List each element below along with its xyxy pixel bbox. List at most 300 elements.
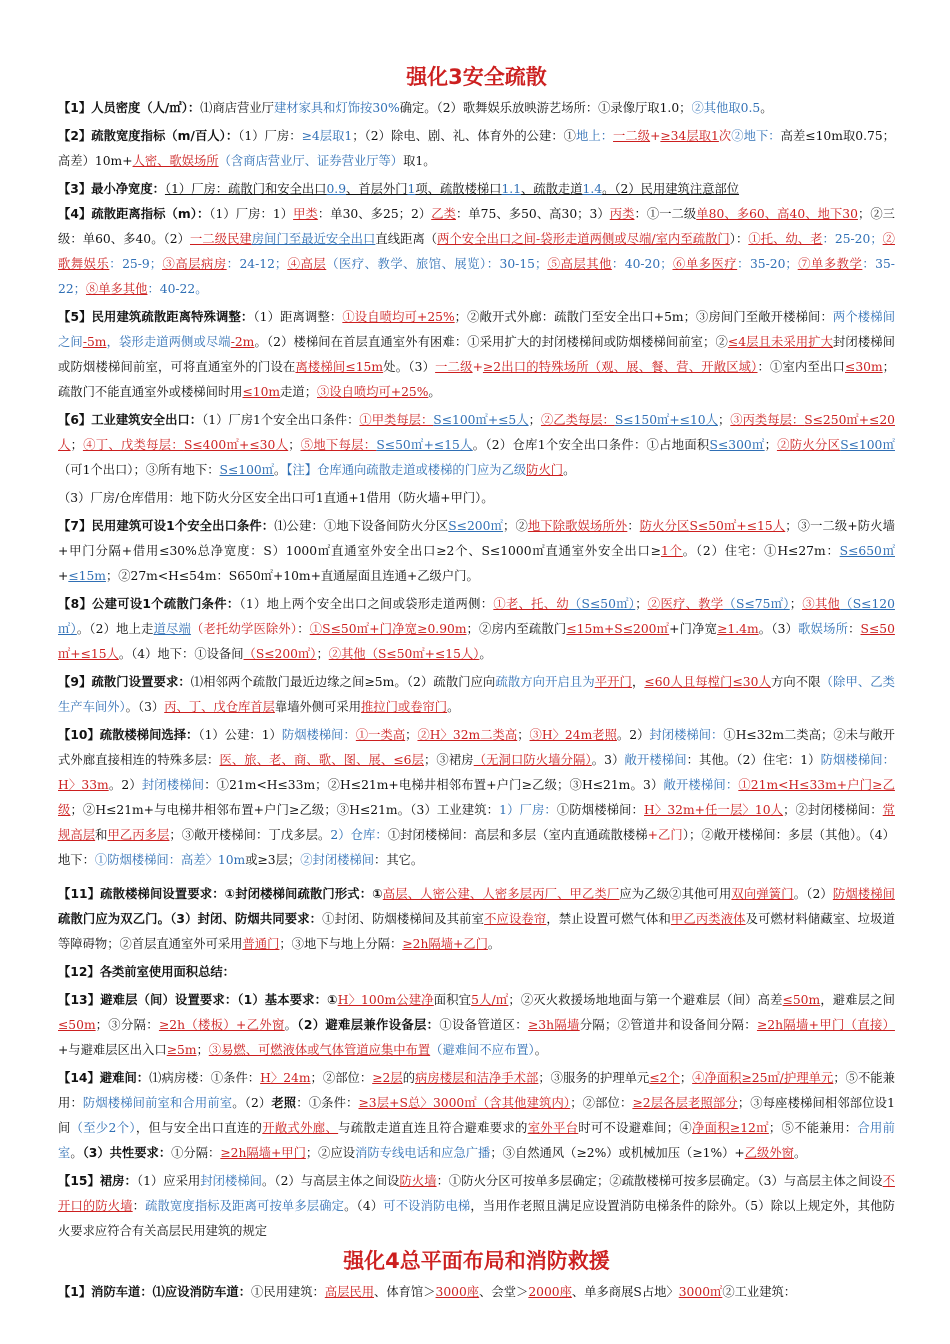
text-run: 丙类 <box>609 207 635 221</box>
text-run: 净面积≥12㎡ <box>692 1121 769 1135</box>
text-run: 项、疏散楼梯口 <box>415 182 502 196</box>
text-run: 常规高层 <box>58 803 895 842</box>
text-run: ①民用建筑： <box>251 1285 325 1299</box>
text-run: 【14】避难间： <box>58 1071 150 1085</box>
text-run: 【1】消防车道：⑴应设消防车道： <box>58 1285 252 1299</box>
text-run: ≥4层取1 <box>301 129 353 143</box>
text-run: ； <box>635 597 648 611</box>
text-run: 。 <box>479 647 492 661</box>
text-run: ③丙类每层： <box>730 413 805 427</box>
paragraph-11 <box>58 723 895 873</box>
text-run: 单80、多60、高40、地下30 <box>696 207 858 221</box>
text-run: ⑴病房楼：①条件： <box>149 1071 261 1085</box>
text-run: ④高层 <box>287 257 327 271</box>
text-run: ①一类高 <box>355 728 406 742</box>
text-run: 或≥3层； <box>245 853 301 867</box>
text-run: 封闭楼梯间： <box>649 728 724 742</box>
text-run: 及可燃材料储藏室、垃圾道等障碍物；②首层直通室外可采用 <box>58 912 895 951</box>
text-run: 。（2）与高层主体之间设 <box>262 1174 400 1188</box>
text-run: ；⑤不能兼用： <box>58 1071 895 1110</box>
text-run: ：40-22。 <box>147 282 208 296</box>
text-run: 一二级 <box>435 360 473 374</box>
text-run: 离楼梯间≤15m <box>295 360 384 374</box>
paragraph-6 <box>58 408 895 483</box>
text-run: 防烟楼梯间： <box>281 728 356 742</box>
text-run: 【1】人员密度（人/㎡）： <box>58 101 201 115</box>
text-run: ①设备管道区： <box>439 1018 528 1032</box>
text-run: 双向弹簧门 <box>731 887 794 901</box>
text-run: ； <box>288 438 301 452</box>
text-run: ①设自喷均可+25% <box>342 310 455 324</box>
text-run: （S≤50㎡+≤15人） <box>365 647 480 661</box>
text-run: 【12】各类前室使用面积总结： <box>58 965 235 979</box>
text-run: 【5】民用建筑疏散距离特殊调整： <box>58 310 254 324</box>
text-run: ②工业建筑： <box>722 1285 797 1299</box>
text-run: S≤100㎡ <box>219 463 275 477</box>
text-run: 乙级外窗 <box>744 1146 794 1160</box>
text-run: 防火墙 <box>399 1174 437 1188</box>
text-run: ；③一二级+防火墙+甲门分隔+借用≤30%总净宽度：S）1000㎡直通室外安全出口≥2个、S≤1000㎡直通室外安全出口≥ <box>58 519 895 558</box>
text-run: 【注】 <box>286 463 318 477</box>
text-run: 疏散方向开启且为 <box>495 675 595 689</box>
text-run: + <box>472 360 483 374</box>
text-run: 甲乙丙类液体 <box>670 912 746 926</box>
text-run: ：40-20； <box>611 257 673 271</box>
text-run: ；③裙房 <box>424 753 474 767</box>
paragraph-3 <box>58 177 895 202</box>
paragraph-12 <box>58 882 895 957</box>
paragraph-17 <box>58 1280 895 1305</box>
text-run: ；②封闭楼梯间： <box>783 803 883 817</box>
text-run: （1）基本要求：① <box>237 993 338 1007</box>
text-run: ⑤高层其他 <box>547 257 612 271</box>
text-run: 。（2）民用建筑注意部位 <box>602 182 740 196</box>
text-run: ，当用作老照且满足应设置消防电梯条件的除外。（5）除以上规定外，其他防火要求应符合有关高层民用建筑的规定 <box>58 1199 895 1238</box>
text-run: ≤50m <box>782 993 821 1007</box>
text-run: ：①室内至出口 <box>757 360 846 374</box>
text-run: 。（3） <box>125 700 165 714</box>
text-run: ③H〉24m老照 <box>529 728 617 742</box>
text-run: ；②敞开式外廊：疏散门至安全出口+5m；③房间门至敞开楼梯间： <box>454 310 833 324</box>
text-run: ⑦单多教学 <box>797 257 863 271</box>
text-run: ≥2层各层老照部分 <box>632 1096 738 1110</box>
text-run: 不应设卷帘 <box>484 912 547 926</box>
text-run: 仓库通向疏散走道或楼梯的门应为乙级 <box>317 463 527 477</box>
text-run: （2）避难层兼作设备层： <box>297 1018 440 1032</box>
text-run: 乙类 <box>431 207 456 221</box>
text-run: （S≤50㎡） <box>568 597 636 611</box>
text-run: +与避难层区出入口 <box>58 1043 167 1057</box>
text-run: ≥34层取1 <box>660 129 719 143</box>
text-run: 地下： <box>743 129 781 143</box>
text-run: ；② <box>503 519 528 533</box>
text-run: ； <box>196 1043 209 1057</box>
paragraph-4 <box>58 202 895 302</box>
text-run: ；（2）除电、剧、礼、体育外的公建：① <box>352 129 577 143</box>
text-run: （可1个出口）；③所有地下： <box>58 463 220 477</box>
text-run: S≤200㎡ <box>448 519 504 533</box>
text-run: ； <box>316 647 329 661</box>
text-run: ：单75、多50、高30；3） <box>455 207 610 221</box>
text-run: ⑤地下每层： <box>300 438 377 452</box>
text-run: ；③地下与地上分隔： <box>279 937 403 951</box>
text-run: -5m <box>82 335 107 349</box>
text-run: ， <box>631 675 645 689</box>
section-4-body <box>58 1280 895 1305</box>
text-run: 。（2） <box>232 1096 272 1110</box>
text-run: ： <box>132 1199 146 1213</box>
text-run: ③其他 <box>802 597 841 611</box>
text-run: 不开口的防火墙 <box>58 1174 895 1213</box>
text-run: 时可不设避难间；④ <box>578 1121 693 1135</box>
text-run: S≤50㎡+≤15人 <box>376 438 473 452</box>
text-run: 分隔；②管道井和设备间分隔： <box>579 1018 757 1032</box>
text-run: ③高层病房 <box>162 257 227 271</box>
text-run: 。 <box>428 385 441 399</box>
text-run: 【7】民用建筑可设1个安全出口条件： <box>58 519 275 533</box>
text-run: 一二级民建 <box>190 232 252 246</box>
text-run: ； <box>764 438 777 452</box>
text-run: ；②灭火救援场地地面与第一个避难层（间）高差 <box>508 993 783 1007</box>
text-run: 普通门 <box>242 937 280 951</box>
text-run: H〉100m公建净 <box>337 993 434 1007</box>
text-run: ≤4层且未采用扩大 <box>727 335 834 349</box>
text-run: ⑧单多其他 <box>85 282 148 296</box>
text-run: 。 <box>447 700 460 714</box>
text-run: ）： <box>729 232 749 246</box>
text-run: 和 <box>95 828 108 842</box>
text-run: 封闭楼梯间 <box>200 1174 263 1188</box>
text-run: 3000座 <box>435 1285 480 1299</box>
text-run: ①托、幼、老 <box>748 232 823 246</box>
text-run: ：25-20； <box>822 232 883 246</box>
text-run: ④净面积≥25㎡/护理单元 <box>692 1071 834 1085</box>
text-run: 地下除歌娱场所外 <box>527 519 628 533</box>
text-run: ； <box>789 597 803 611</box>
text-run: + <box>58 569 69 583</box>
text-run: ：①防火分区可按单多层确定；②疏散楼梯可按多层确定。（3）与高层主体之间设 <box>436 1174 883 1188</box>
text-run: ≥3层+S总〉3000㎡（含其他建筑内） <box>358 1096 571 1110</box>
text-run: 甲乙丙多层 <box>107 828 170 842</box>
text-run: （含商店营业厅、证券营业厅等） <box>218 154 404 168</box>
text-run: 。（4）地下：①设备间 <box>118 647 244 661</box>
text-run: 、单多商展S占地〉 <box>571 1285 679 1299</box>
text-run: S≤650㎡ <box>839 544 895 558</box>
text-run: 【10】疏散楼梯间选择： <box>58 728 199 742</box>
text-run: ：①一二级 <box>634 207 697 221</box>
text-run: ；②三级：单60、多40。（2） <box>58 207 895 246</box>
text-run: （避难间不应布置） <box>430 1043 535 1057</box>
text-run: S≤150㎡+≤10人 <box>614 413 718 427</box>
text-run: ≥2层 <box>372 1071 403 1085</box>
text-run: ；⑤不能兼用： <box>768 1121 858 1135</box>
text-run: （S≤200㎡） <box>243 647 317 661</box>
text-run: 敞开楼梯间 <box>624 753 687 767</box>
text-run: ，袋形走道两侧或尽端 <box>106 335 231 349</box>
text-run: ； <box>528 413 541 427</box>
text-run: ≥2h隔墙+甲门（直接） <box>756 1018 895 1032</box>
text-run: ⑥单多医疗 <box>672 257 738 271</box>
text-run: S≤100㎡+≤5人 <box>433 413 529 427</box>
text-run: ②医疗、教学 <box>647 597 724 611</box>
text-run: （3）厂房/仓库借用：地下防火分区安全出口可1直通+1借用（防火墙+甲门）。 <box>58 491 494 505</box>
text-run: （3）共性要求： <box>82 1146 172 1160</box>
text-run: 。 <box>487 937 501 951</box>
text-run: 、会堂＞ <box>479 1285 529 1299</box>
text-run: 防火门 <box>526 463 564 477</box>
text-run: ：35-20； <box>737 257 798 271</box>
text-run: ≥2h隔墙+乙门 <box>402 937 488 951</box>
text-run: +门净宽 <box>669 622 718 636</box>
text-run: 。（2） <box>793 887 833 901</box>
text-run: ）；②敞开楼梯间：多层（其他）。（4）地下： <box>58 828 895 867</box>
text-run: 面积宜 <box>433 993 472 1007</box>
text-run: 直线距离（ <box>375 232 438 246</box>
paragraph-2 <box>58 124 895 174</box>
text-run: ；②H≤21m+与电梯井相邻布置+户门≥乙级；③H≤21m。（3）工业建筑： <box>70 803 500 817</box>
paragraph-14 <box>58 988 895 1063</box>
text-run: 人密、歌娱场所 <box>132 154 219 168</box>
paragraph-5 <box>58 305 895 405</box>
text-run: 房间门至最近安全出口 <box>251 232 376 246</box>
text-run: （3）封闭、防烟共同要求： <box>170 912 323 926</box>
text-run: ：35-22； <box>58 257 895 296</box>
text-run: 【13】避难层（间）设置要求： <box>58 993 238 1007</box>
text-run: 应为乙级②其他可用 <box>619 887 732 901</box>
text-run: 道尽端 <box>153 622 192 636</box>
text-run: ①21m<H≤33m+户门≥乙级 <box>58 778 895 817</box>
text-run: ②防火分区 <box>776 438 841 452</box>
text-run: ： <box>848 622 861 636</box>
text-run: 。 <box>70 1146 83 1160</box>
text-run: ①防烟楼梯间： <box>556 803 645 817</box>
text-run: ；②应设 <box>305 1146 356 1160</box>
text-run: ≤10m <box>242 385 281 399</box>
text-run: 、疏散走道 <box>521 182 583 196</box>
text-run: ； <box>679 1071 693 1085</box>
text-run: ≥2h隔墙+甲门 <box>220 1146 306 1160</box>
text-run: ③设自喷均可+25% <box>317 385 429 399</box>
text-run: ②其他 <box>328 647 366 661</box>
text-run: ；疏散门不能直通室外或楼梯间时用 <box>58 360 895 399</box>
text-run: ≥2出口的特殊场所（观、展、餐、营、开敞区域） <box>482 360 758 374</box>
text-run: 地上： <box>576 129 614 143</box>
text-run: ②其他取0.5 <box>691 101 761 115</box>
text-run: 。 <box>793 1146 807 1160</box>
text-run: 高层民用 <box>324 1285 375 1299</box>
text-run: ①分隔： <box>171 1146 221 1160</box>
paragraph-13 <box>58 960 895 985</box>
text-run: 5人/㎡ <box>471 993 509 1007</box>
text-run: -2m <box>230 335 255 349</box>
text-run: 1.4 <box>582 182 603 196</box>
text-run: 合用前室 <box>58 1121 895 1160</box>
text-run: ≤15m+S≤200㎡ <box>566 622 670 636</box>
text-run: ：其它。 <box>374 853 424 867</box>
text-run: 【3】最小净宽度： <box>58 182 165 196</box>
text-run: 。（2）住宅：①H≤27m： <box>682 544 840 558</box>
text-run: ③易燃、可燃液体或气体管道应集中布置 <box>208 1043 431 1057</box>
text-run: ⑴公建：①地下设备间防火分区 <box>274 519 449 533</box>
text-run: 。 <box>284 1018 298 1032</box>
paragraph-16 <box>58 1169 895 1244</box>
text-run: ①封闭楼梯间：高层和多层（室内直通疏散楼梯 <box>387 828 648 842</box>
text-run: 防烟楼梯间 <box>832 887 895 901</box>
text-run: ；②房内至疏散门 <box>466 622 567 636</box>
text-run: 开敞式外廊、 <box>262 1121 339 1135</box>
text-run: 。（2）地上走 <box>76 622 154 636</box>
text-run: （老托幼学医除外） <box>191 622 298 636</box>
text-run: ： <box>627 519 640 533</box>
text-run: 病房楼层和洁净手术部 <box>415 1071 539 1085</box>
text-run: 。2） <box>616 728 650 742</box>
text-run: ；②部位： <box>310 1071 373 1085</box>
text-run: ，禁止设置可燃气体和 <box>546 912 671 926</box>
text-run: 走道； <box>280 385 317 399</box>
text-run: ；③分隔： <box>95 1018 159 1032</box>
text-run: 甲类 <box>293 207 318 221</box>
text-run: 1）厂房： <box>499 803 557 817</box>
text-run: 确定。（2）歌舞娱乐放映游艺场所：①录像厅取1.0； <box>399 101 692 115</box>
text-run: ；③自然通风（≥2%）或机械加压（≥1%）+ <box>490 1146 745 1160</box>
text-run: ：①条件： <box>296 1096 359 1110</box>
text-run: ①甲类每层： <box>359 413 434 427</box>
text-run: ≥3h隔墙 <box>527 1018 580 1032</box>
text-run: ②封闭楼梯间 <box>300 853 375 867</box>
text-run: 取1。 <box>403 154 436 168</box>
paragraph-10 <box>58 670 895 720</box>
text-run: S≤400㎡+≤30人 <box>183 438 289 452</box>
text-run: ⑴商店营业厅 <box>200 101 274 115</box>
text-run: ≤50m <box>58 1018 96 1032</box>
text-run: （1）公建：1） <box>198 728 282 742</box>
text-run: ： <box>297 622 310 636</box>
text-run: ②歌舞娱乐 <box>58 232 895 271</box>
text-run: 。 <box>760 101 773 115</box>
paragraph-8 <box>58 514 895 589</box>
text-run: 方向不限 <box>770 675 821 689</box>
text-run: 推拉门或卷帘门 <box>361 700 448 714</box>
text-run: （医疗、教学、旅馆、展览）：30-15； <box>326 257 548 271</box>
text-run: ④丁、戊类每层： <box>82 438 184 452</box>
text-run: ：单30、多25；2） <box>317 207 432 221</box>
text-run: （1）应采用 <box>136 1174 201 1188</box>
text-run: ≥1.4m <box>717 622 759 636</box>
text-run: S≤50㎡+≤15人 <box>58 622 895 661</box>
text-run: 。（2）楼梯间在首层直通室外有困难：①采用扩大的封闭楼梯间或防烟楼梯间前室；② <box>254 335 728 349</box>
text-run: ：其他。（2）住宅：1） <box>686 753 821 767</box>
text-run: ； <box>517 728 530 742</box>
text-run: S≤250㎡+≤20人 <box>58 413 895 452</box>
text-run: 1.1 <box>501 182 522 196</box>
text-run: H〉24m <box>260 1071 311 1085</box>
section-title-3: 强化3安全疏散 <box>406 65 547 89</box>
text-run: 。2） <box>108 778 142 792</box>
text-run: ； <box>717 413 731 427</box>
text-run: S≤100㎡ <box>840 438 895 452</box>
text-run: ，避难层之间 <box>820 993 895 1007</box>
text-run: 。 <box>534 1043 547 1057</box>
text-run: ； <box>405 728 418 742</box>
text-run: 靠墙外侧可采用 <box>274 700 361 714</box>
text-run: ①老、托、幼 <box>493 597 569 611</box>
text-run: 老照 <box>271 1096 297 1110</box>
text-run: （1）厂房： <box>238 129 302 143</box>
text-run: （无洞口防火墙分隔） <box>473 753 592 767</box>
text-run: 2）仓库： <box>330 828 388 842</box>
text-run: ①H≤32m二类高；②未与敞开式外廊直接相连的特殊多层： <box>58 728 895 767</box>
text-run: 两个安全出口之间-袋形走道两侧或尽端/室内至疏散门 <box>437 232 730 246</box>
paragraph-15 <box>58 1066 895 1166</box>
text-run: ≤2个 <box>649 1071 680 1085</box>
text-run: 室外平台 <box>527 1121 579 1135</box>
text-run: 防烟楼梯间： <box>820 753 895 767</box>
text-run: ≤15m <box>68 569 106 583</box>
text-run: （1）地上两个安全出口之间或袋形走道两侧： <box>239 597 494 611</box>
text-run: ；②27m<H≤54m：S650㎡+10m+直通屋面且连通+乙级户门。 <box>105 569 479 583</box>
text-run: 敞开楼梯间： <box>663 778 739 792</box>
text-run: （至少2个） <box>70 1121 136 1135</box>
text-run: ：24-12； <box>226 257 288 271</box>
text-run: 丙、丁、戊仓库首层 <box>164 700 275 714</box>
text-run: 。（2）仓库1个安全出口条件：①占地面积 <box>472 438 710 452</box>
text-run: （1）距离调整： <box>253 310 343 324</box>
text-run: 。（3） <box>758 622 799 636</box>
text-run: 0.9 <box>326 182 347 196</box>
text-run: ≥5m <box>166 1043 197 1057</box>
text-run: 高层、人密公建、人密多层丙厂、甲乙类厂 <box>382 887 620 901</box>
text-run: ：①21m<H≤33m；②H≤21m+电梯井相邻布置+户门≥乙级；③H≤21m。3） <box>204 778 664 792</box>
text-run: 。 <box>274 463 287 477</box>
text-run: 、首层外门 <box>346 182 408 196</box>
text-run: 疏散门应为双乙门。 <box>58 912 171 926</box>
text-run: ≤30m <box>845 360 883 374</box>
text-run: ≥2h（楼板）+乙外窗 <box>158 1018 285 1032</box>
text-run: 【4】疏散距离指标（m）： <box>58 207 210 221</box>
text-run: ①S≤50㎡+门净宽≥0.90m <box>309 622 467 636</box>
text-run: 次 <box>718 129 732 143</box>
text-run: 1 <box>407 182 416 196</box>
text-run: （S≤75㎡） <box>723 597 790 611</box>
text-run: ①防烟楼梯间：高差〉10m <box>94 853 246 867</box>
text-run: 【11】疏散楼梯间设置要求：①封闭楼梯间疏散门形式：① <box>58 887 383 901</box>
section-3-body <box>58 96 895 1244</box>
text-run: 两个楼梯间之间 <box>58 310 895 349</box>
text-run: 歌娱场所 <box>798 622 849 636</box>
text-run: 【8】公建可设1个疏散门条件： <box>58 597 240 611</box>
paragraph-7 <box>58 486 895 511</box>
text-run: 可不设消防电梯 <box>383 1199 471 1213</box>
text-run: 2000座 <box>528 1285 572 1299</box>
text-run: 防烟楼梯间前室和合用前室 <box>82 1096 233 1110</box>
text-run: ≤60人且每樘门≤30人 <box>644 675 771 689</box>
text-run: ；③服务的护理单元 <box>538 1071 650 1085</box>
text-run: 消防专线电话和应急广播 <box>355 1146 491 1160</box>
text-run: （1）厂房1个安全出口条件： <box>202 413 360 427</box>
text-run: 。 <box>563 463 576 477</box>
text-run: 建材家具和灯饰按30% <box>273 101 400 115</box>
text-run: S≤300㎡ <box>709 438 765 452</box>
text-run: 3000㎡ <box>678 1285 723 1299</box>
text-run: 平开门 <box>594 675 632 689</box>
text-run: ②乙类每层： <box>540 413 615 427</box>
text-run: ；③敞开楼梯间：丁戊多层。 <box>169 828 331 842</box>
text-run: 封闭楼梯间 <box>141 778 205 792</box>
text-run: ； <box>70 438 83 452</box>
text-run: H〉33m <box>58 778 109 792</box>
text-run: 高差≤10m取0.75；高差）10m+ <box>58 129 895 168</box>
text-run: 【15】裙房： <box>58 1174 137 1188</box>
